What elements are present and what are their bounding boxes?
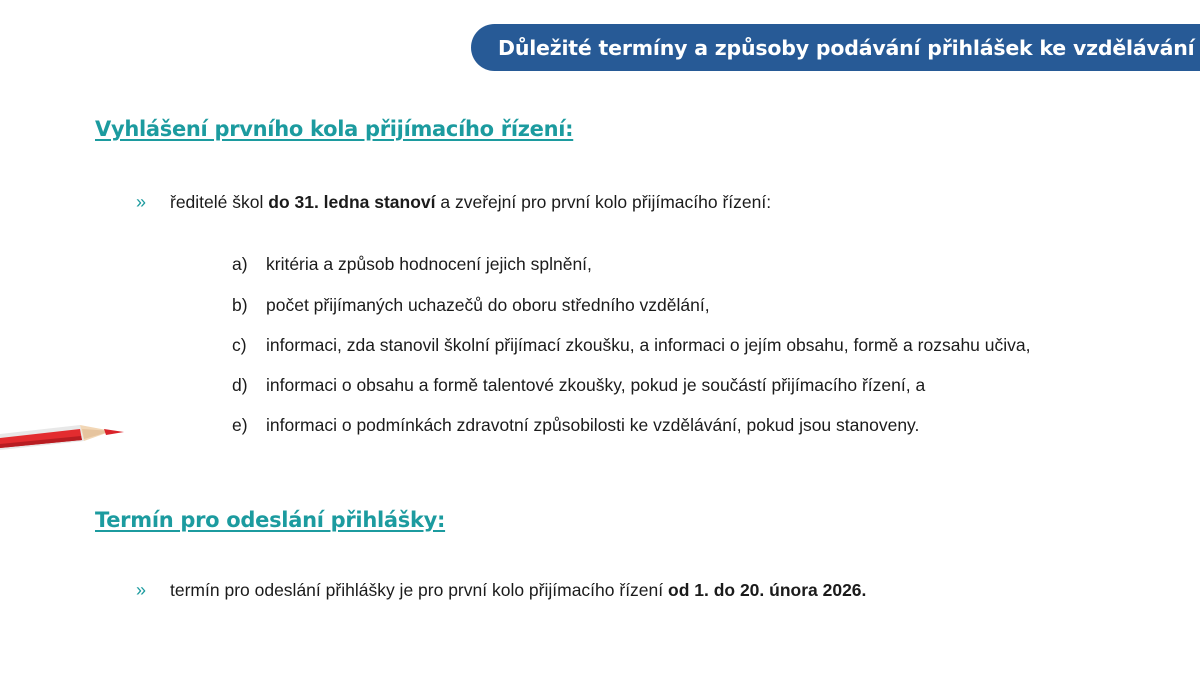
section-heading-first-round: Vyhlášení prvního kola přijímacího řízení: — [95, 117, 574, 141]
bullet-announcement — [136, 192, 771, 213]
bullet-text — [170, 580, 866, 601]
page-title: Důležité termíny a způsoby podávání přihlášek ke vzdělávání — [498, 35, 1195, 60]
list-item-letter: b) — [232, 295, 248, 315]
section-heading-deadline: Termín pro odeslání přihlášky: — [95, 508, 446, 532]
list-item-letter: c) — [232, 335, 247, 355]
list-item-text: informaci o obsahu a formě talentové zkoušky, pokud je součástí přijímacího řízení, a — [266, 375, 926, 395]
bullet-marker-icon: » — [136, 192, 147, 212]
list-item-letter: d) — [232, 375, 248, 395]
title-banner — [471, 24, 1200, 71]
list-item — [232, 375, 925, 396]
bullet-text-start: termín pro odeslání přihlášky je pro první kolo přijímacího řízení — [170, 580, 668, 600]
bullet-text-start: ředitelé škol — [170, 192, 269, 212]
list-item-letter: a) — [232, 254, 248, 274]
list-item-text: kritéria a způsob hodnocení jejich splnění, — [266, 254, 592, 274]
list-item — [232, 415, 919, 436]
red-pencil-icon — [0, 418, 130, 468]
list-item-text: počet přijímaných uchazečů do oboru středního vzdělání, — [266, 295, 710, 315]
list-item — [232, 335, 1031, 356]
list-item — [232, 254, 592, 275]
bullet-text-deadline: do 31. ledna stanoví — [268, 192, 436, 212]
list-item — [232, 295, 710, 316]
bullet-text-end: a zveřejní pro první kolo přijímacího řízení: — [435, 192, 772, 212]
bullet-text — [170, 192, 771, 213]
bullet-marker-icon: » — [136, 580, 147, 600]
bullet-deadline — [136, 580, 866, 601]
list-item-text: informaci o podmínkách zdravotní způsobilosti ke vzdělávání, pokud jsou stanoveny. — [266, 415, 920, 435]
list-item-text: informaci, zda stanovil školní přijímací zkoušku, a informaci o jejím obsahu, formě a rozsahu učiva, — [266, 335, 1031, 355]
list-item-letter: e) — [232, 415, 248, 435]
bullet-text-deadline: od 1. do 20. února 2026. — [668, 580, 867, 600]
